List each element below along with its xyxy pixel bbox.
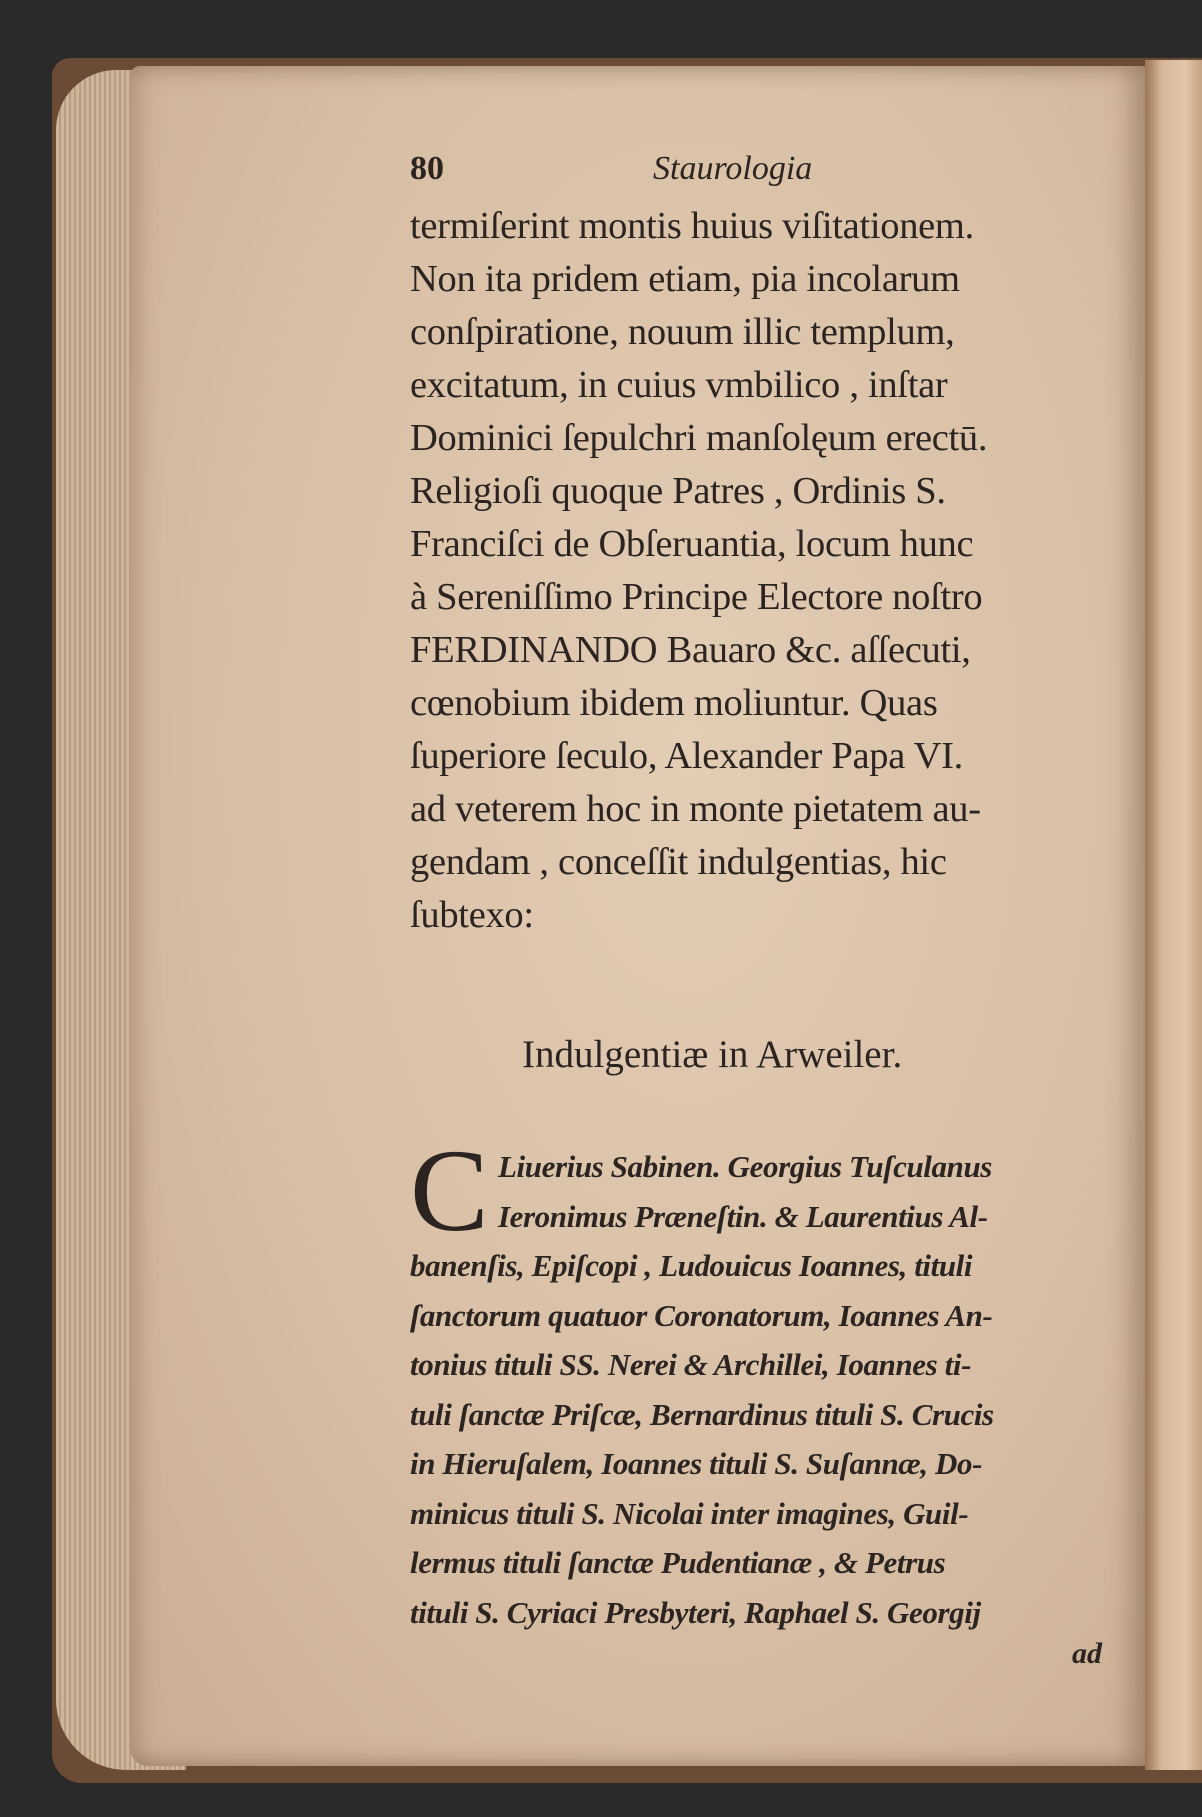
body-line: ad veterem hoc in monte pietatem au-: [410, 788, 981, 830]
body-line: Dominici ſepulchri manſolęum erectū.: [410, 417, 988, 459]
body-line: Franciſci de Obſeruantia, locum hunc: [410, 523, 974, 565]
indulgence-line: banenſis, Epiſcopi , Ludouicus Ioannes, tituli: [410, 1248, 973, 1283]
indulgence-line: minicus tituli S. Nicolai inter imagines, Guil-: [410, 1495, 969, 1531]
indulgence-line: Liuerius Sabinen. Georgius Tuſculanus: [498, 1149, 992, 1184]
running-title: Staurologia: [653, 150, 813, 187]
indulgence-line: tuli ſanctæ Priſcæ, Bernardinus tituli S. Crucis: [410, 1396, 994, 1432]
body-line: gendam , conceſſit indulgentias, hic: [410, 841, 947, 883]
body-line: termiſerint montis huius viſitationem.: [410, 205, 974, 247]
facing-page-edge: [1145, 60, 1202, 1770]
body-line: Non ita pridem etiam, pia incolarum: [410, 258, 960, 300]
indulgence-paragraph: [410, 1125, 1110, 1671]
catchword: ad: [1072, 1637, 1102, 1670]
drop-cap: C: [410, 1125, 489, 1256]
body-line: ſubtexo:: [410, 894, 534, 936]
body-paragraph: [410, 200, 1110, 942]
body-line: FERDINANDO Bauaro &c. aſſecuti,: [410, 629, 971, 671]
indulgence-line: tonius tituli SS. Nerei & Archillei, Ioannes ti-: [410, 1347, 972, 1382]
body-line: Religioſi quoque Patres , Ordinis S.: [410, 470, 946, 512]
body-line: conſpiratione, nouum illic templum,: [410, 311, 955, 353]
indulgence-line: ſanctorum quatuor Coronatorum, Ioannes An-: [410, 1297, 993, 1333]
indulgence-line: in Hieruſalem, Ioannes tituli S. Suſannæ, Do-: [410, 1446, 982, 1481]
body-line: excitatum, in cuius vmbilico , inſtar: [410, 364, 948, 406]
page-number: 80: [410, 150, 444, 187]
page-text-block: [410, 150, 1110, 1671]
indulgence-line: lermus tituli ſanctæ Pudentianæ , & Petrus: [410, 1545, 946, 1580]
page-header: [410, 150, 1110, 200]
section-heading: Indulgentiæ in Arweiler.: [522, 1033, 903, 1076]
indulgence-line: Ieronimus Præneſtin. & Laurentius Al-: [498, 1198, 988, 1234]
body-line: ſuperiore ſeculo, Alexander Papa VI.: [410, 735, 963, 777]
body-line: à Sereniſſimo Principe Electore noſtro: [410, 576, 983, 618]
indulgence-line: tituli S. Cyriaci Presbyteri, Raphael S. Georgij: [410, 1594, 981, 1630]
body-line: cœnobium ibidem moliuntur. Quas: [410, 682, 938, 724]
